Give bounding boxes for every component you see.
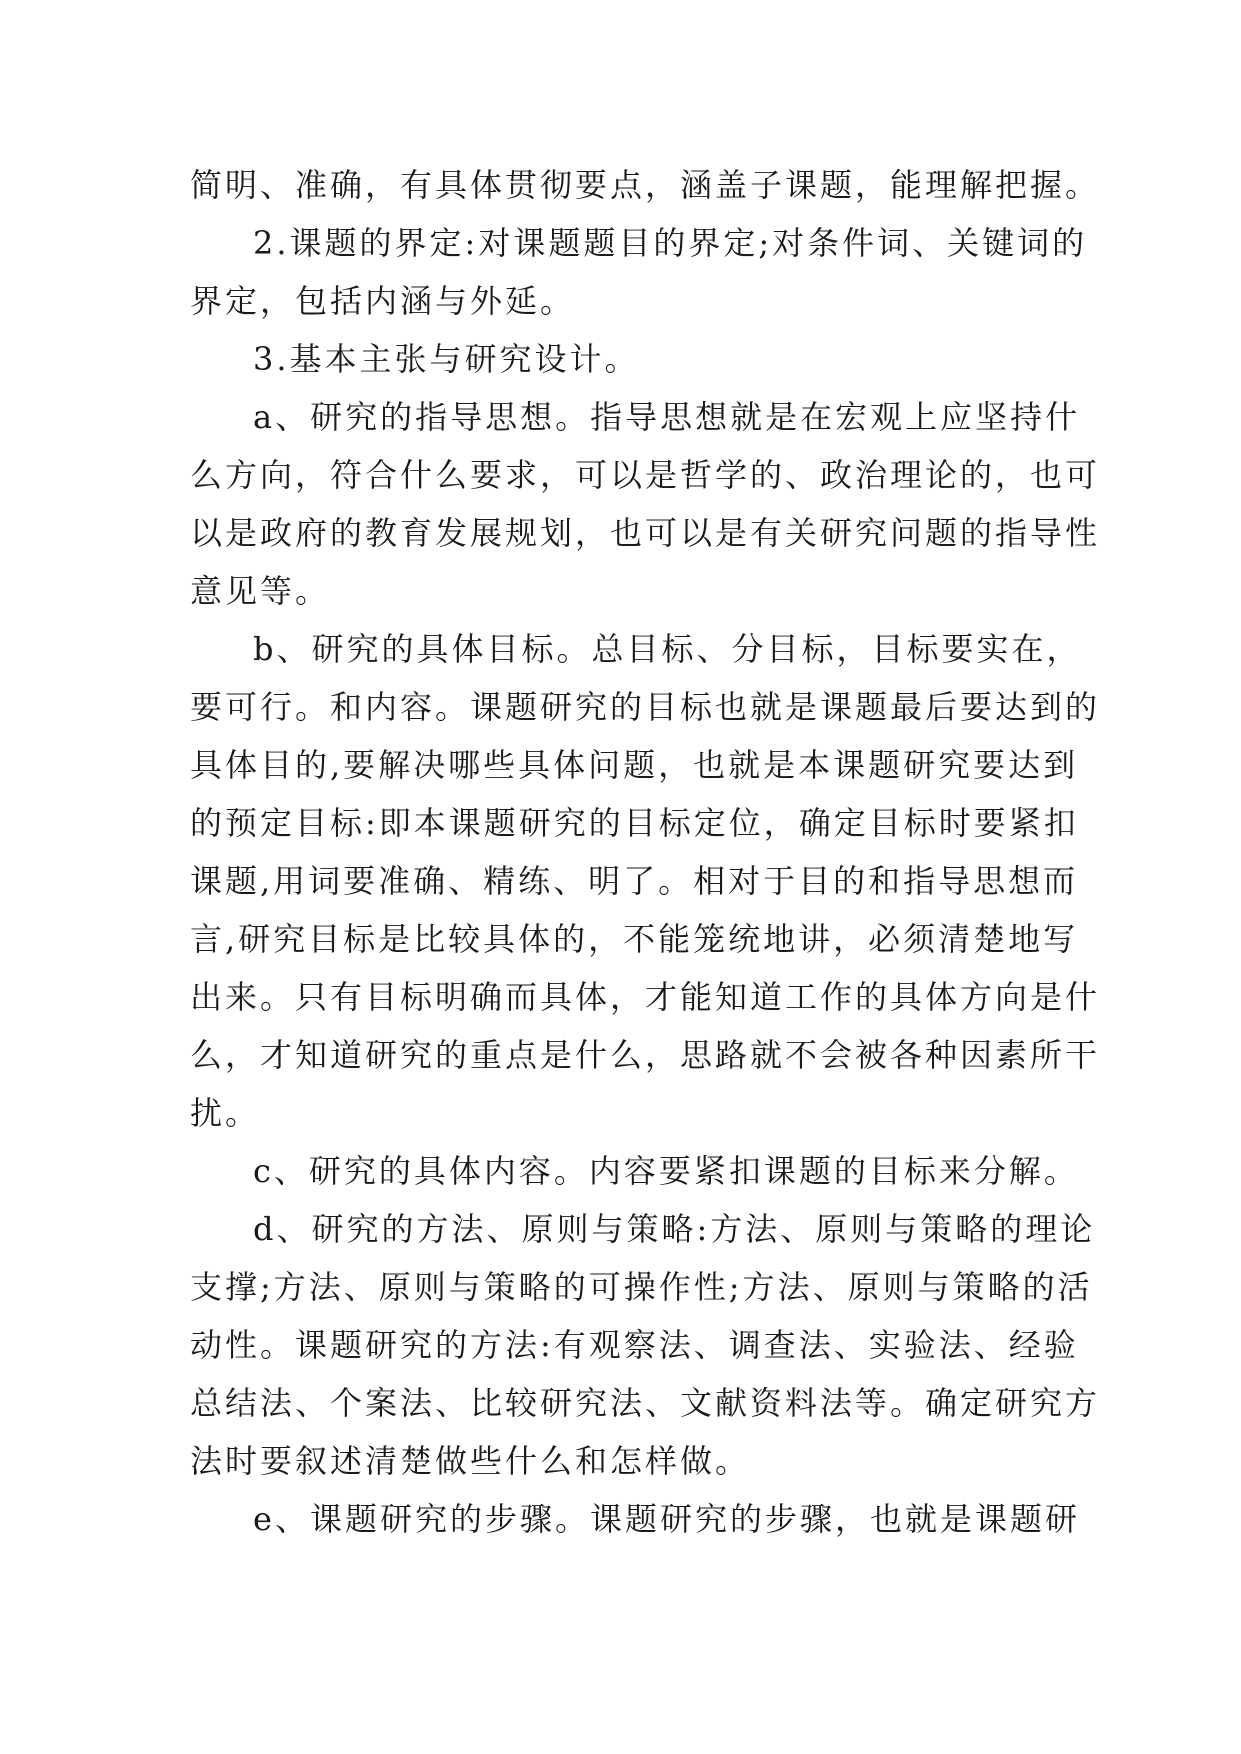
- text-line: 支撑;方法、原则与策略的可操作性;方法、原则与策略的活: [190, 1268, 1093, 1306]
- text-line: 要可行。和内容。课题研究的目标也就是课题最后要达到的: [190, 688, 1101, 726]
- text-line: b、研究的具体目标。总目标、分目标，目标要实在，: [253, 630, 1082, 668]
- text-line: 么方向，符合什么要求，可以是哲学的、政治理论的，也可: [190, 456, 1101, 494]
- text-line: 扰。: [190, 1094, 261, 1132]
- text-line: 以是政府的教育发展规划，也可以是有关研究问题的指导性: [190, 514, 1101, 552]
- text-line: 2.课题的界定:对课题题目的界定;对条件词、关键词的: [253, 224, 1088, 262]
- text-line: 言,研究目标是比较具体的，不能笼统地讲，必须清楚地写: [190, 920, 1079, 958]
- text-line: 么，才知道研究的重点是什么，思路就不会被各种因素所干: [190, 1036, 1101, 1074]
- text-line: 3.基本主张与研究设计。: [253, 340, 640, 378]
- text-line: e、课题研究的步骤。课题研究的步骤，也就是课题研: [253, 1500, 1080, 1538]
- text-line: c、研究的具体内容。内容要紧扣课题的目标来分解。: [253, 1152, 1079, 1190]
- text-line: d、研究的方法、原则与策略:方法、原则与策略的理论: [253, 1210, 1096, 1248]
- text-line: 动性。课题研究的方法:有观察法、调查法、实验法、经验: [190, 1326, 1079, 1364]
- text-line: 课题,用词要准确、精练、明了。相对于目的和指导思想而: [190, 862, 1079, 900]
- text-line: 意见等。: [190, 572, 331, 610]
- text-line: 出来。只有目标明确而具体，才能知道工作的具体方向是什: [190, 978, 1101, 1016]
- text-line: a、研究的指导思想。指导思想就是在宏观上应坚持什: [253, 398, 1081, 436]
- text-line: 的预定目标:即本课题研究的目标定位，确定目标时要紧扣: [190, 804, 1079, 842]
- text-line: 简明、准确，有具体贯彻要点，涵盖子课题，能理解把握。: [190, 166, 1101, 204]
- text-line: 具体目的,要解决哪些具体问题，也就是本课题研究要达到: [190, 746, 1079, 784]
- text-line: 界定，包括内涵与外延。: [190, 282, 576, 320]
- text-line: 法时要叙述清楚做些什么和怎样做。: [190, 1442, 751, 1480]
- text-line: 总结法、个案法、比较研究法、文献资料法等。确定研究方: [190, 1384, 1101, 1422]
